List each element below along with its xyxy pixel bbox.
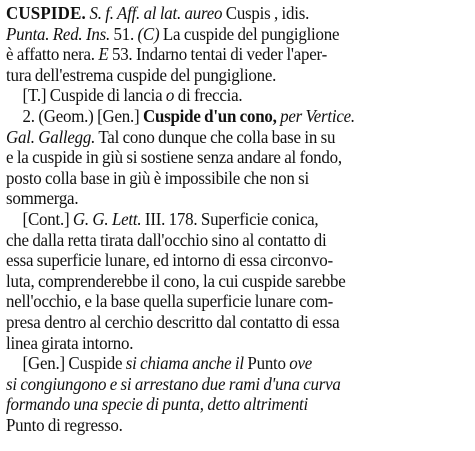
text-segment: G. G. Lett. (72, 208, 142, 229)
subentry-term: Cuspide d'un cono, (142, 105, 277, 126)
text-segment: E (98, 44, 109, 65)
text-line (6, 415, 432, 436)
text-segment: Punto di regresso. (6, 414, 123, 435)
text-line (6, 250, 432, 271)
text-line (6, 271, 432, 292)
text-segment: e la cuspide in giù si sostiene senza andare al fondo, (6, 147, 342, 168)
text-line (6, 188, 432, 209)
text-segment: o (165, 85, 175, 106)
text-segment: Punto (243, 353, 290, 374)
text-line (6, 24, 432, 45)
text-line (6, 374, 432, 395)
text-line (6, 394, 432, 415)
text-line (6, 127, 432, 148)
text-segment: (C) (137, 23, 160, 44)
text-segment: III. 178. Superficie conica, (141, 208, 319, 229)
text-segment: S. f. Aff. al lat. aureo (85, 3, 223, 23)
text-segment: [T.] Cuspide di lancia (22, 85, 166, 106)
text-line (6, 353, 432, 374)
text-segment: luta, comprenderebbe il cono, la cui cuspide sarebbe (6, 270, 346, 291)
text-line (6, 3, 432, 24)
text-line (6, 312, 432, 333)
text-segment: sommerga. (6, 188, 79, 209)
text-segment: nell'occhio, e la base quella superficie lunare com- (6, 291, 334, 312)
text-segment: ove (289, 353, 313, 374)
text-segment: 2. (Geom.) [Gen.] (22, 105, 143, 126)
text-segment: 51. (109, 23, 138, 44)
text-segment: Cuspis , idis. (222, 3, 310, 23)
text-segment: La cuspide del pungiglione (159, 23, 340, 44)
text-segment: essa superficie lunare, ed intorno di essa circonvo- (6, 250, 333, 271)
text-line (6, 333, 432, 354)
text-line (6, 209, 432, 230)
text-line (6, 106, 432, 127)
text-segment: tura dell'estrema cuspide del pungiglione. (6, 64, 277, 85)
text-segment: Gal. Gallegg. (6, 126, 96, 147)
text-segment: linea girata intorno. (6, 332, 134, 353)
text-line (6, 147, 432, 168)
text-segment: [Cont.] (22, 208, 73, 229)
text-segment: posto colla base in giù è impossibile che non si (6, 167, 309, 188)
text-line (6, 230, 432, 251)
text-segment: Tal cono dunque che colla base in su (95, 126, 336, 147)
text-segment: formando una specie di punta, detto altrimenti (6, 394, 309, 415)
text-segment: è affatto nera. (6, 44, 99, 65)
headword: CUSPIDE. (6, 3, 86, 23)
text-line (6, 44, 432, 65)
text-segment: si chiama anche il (125, 353, 244, 374)
text-line (6, 65, 432, 86)
text-segment: per Vertice. (276, 105, 355, 126)
text-line (6, 85, 432, 106)
text-segment: di freccia. (174, 85, 243, 106)
text-segment: si congiungono e si arrestano due rami d'una curva (6, 373, 341, 394)
text-line (6, 168, 432, 189)
text-segment: che dalla retta tirata dall'occhio sino al contatto di (6, 229, 327, 250)
text-segment: 53. Indarno tentai di veder l'aper- (108, 44, 328, 65)
text-segment: presa dentro al cerchio descritto dal contatto di essa (6, 311, 340, 332)
text-segment: Punta. Red. Ins. (6, 23, 110, 44)
text-line (6, 291, 432, 312)
text-segment: [Gen.] Cuspide (22, 353, 126, 374)
